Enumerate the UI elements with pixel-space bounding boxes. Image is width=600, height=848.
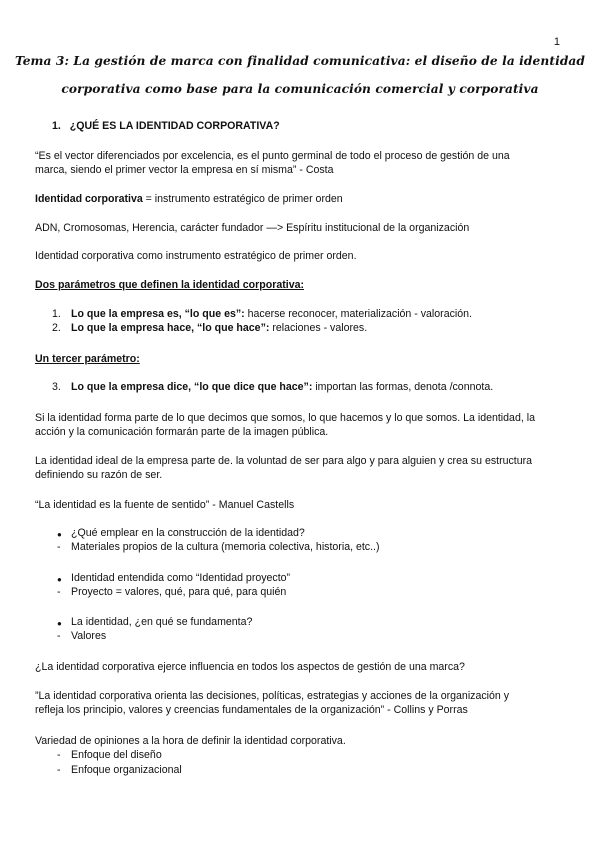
quote-castells: “La identidad es la fuente de sentido” - Manuel Castells: [35, 499, 295, 511]
document-title-line-1: Tema 3: La gestión de marca con finalidad comunicativa: el diseño de la identidad: [14, 54, 586, 68]
params-heading: Dos parámetros que definen la identidad corporativa:: [35, 279, 305, 291]
dash-marker: -: [57, 749, 61, 761]
param-text: relaciones - valores.: [269, 322, 368, 334]
section-heading-text: ¿QUÉ ES LA IDENTIDAD CORPORATIVA?: [69, 120, 280, 132]
section-1-heading: [52, 120, 280, 132]
document-title-line-2: corporativa como base para la comunicación comercial y corporativa: [61, 82, 539, 96]
question-line: ¿La identidad corporativa ejerce influencia en todos los aspectos de gestión de una marca?: [35, 661, 465, 673]
param-number: 2.: [52, 322, 61, 334]
dash-marker: -: [57, 586, 61, 598]
param-text: hacerse reconocer, materialización - valoración.: [244, 308, 472, 320]
dash-item: Proyecto = valores, qué, para qué, para quién: [71, 586, 287, 598]
quote-collins-line-2: refleja los principio, valores y creencias fundamentales de la organización” - Collins y Porras: [35, 704, 468, 716]
dash-item: Valores: [71, 630, 107, 642]
dash-marker: -: [57, 541, 61, 553]
ideal-paragraph-line-2: definiendo su razón de ser.: [35, 469, 163, 481]
param-number: 3.: [52, 381, 61, 393]
param-title: Lo que la empresa dice, “lo que dice que hace”:: [71, 381, 313, 393]
identity-paragraph-line-2: acción y la comunicación formarán parte de la imagen pública.: [35, 426, 329, 438]
adn-line: ADN, Cromosomas, Herencia, carácter fundador —> Espíritu institucional de la organización: [35, 222, 470, 234]
dash-marker: -: [57, 764, 61, 776]
bullet-item: La identidad, ¿en qué se fundamenta?: [71, 616, 253, 628]
instrument-line: Identidad corporativa como instrumento estratégico de primer orden.: [35, 250, 357, 262]
approach-item: Enfoque organizacional: [71, 764, 182, 776]
quote-collins-line-1: ”La identidad corporativa orienta las decisiones, políticas, estrategias y acciones de la organización y: [35, 690, 510, 702]
param-text: importan las formas, denota /connota.: [312, 381, 494, 393]
bullet-item: Identidad entendida como “Identidad proyecto”: [71, 572, 291, 584]
third-param-heading: Un tercer parámetro:: [35, 353, 140, 365]
page-number: 1: [553, 36, 560, 48]
bullet-marker: ●: [57, 575, 62, 584]
bullet-marker: ●: [57, 530, 62, 539]
bullet-item: ¿Qué emplear en la construcción de la identidad?: [71, 527, 305, 539]
quote-costa-line-1: “Es el vector diferenciados por excelencia, es el punto germinal de todo el proceso de gestión de una: [35, 150, 510, 162]
section-number: 1.: [52, 120, 61, 132]
param-title: Lo que la empresa hace, “lo que hace”:: [71, 322, 270, 334]
ideal-paragraph-line-1: La identidad ideal de la empresa parte de. la voluntad de ser para algo y para alguien y crea su estructura: [35, 455, 533, 467]
definition-term: Identidad corporativa: [35, 193, 143, 205]
definition-line: [35, 192, 343, 206]
dash-marker: -: [57, 630, 61, 642]
dash-item: Materiales propios de la cultura (memoria colectiva, historia, etc..): [71, 541, 380, 553]
identity-paragraph-line-1: Si la identidad forma parte de lo que decimos que somos, lo que hacemos y lo que somos. La identidad, la: [35, 412, 535, 424]
quote-costa-line-2: marca, siendo el primer vector la empresa en sí misma” - Costa: [35, 164, 334, 176]
bullet-marker: ●: [57, 619, 62, 628]
approach-item: Enfoque del diseño: [71, 749, 162, 761]
opinions-line: Variedad de opiniones a la hora de definir la identidad corporativa.: [35, 735, 346, 747]
param-title: Lo que la empresa es, “lo que es”:: [71, 308, 245, 320]
definition-text: = instrumento estratégico de primer orden: [142, 193, 343, 205]
param-number: 1.: [52, 308, 61, 320]
